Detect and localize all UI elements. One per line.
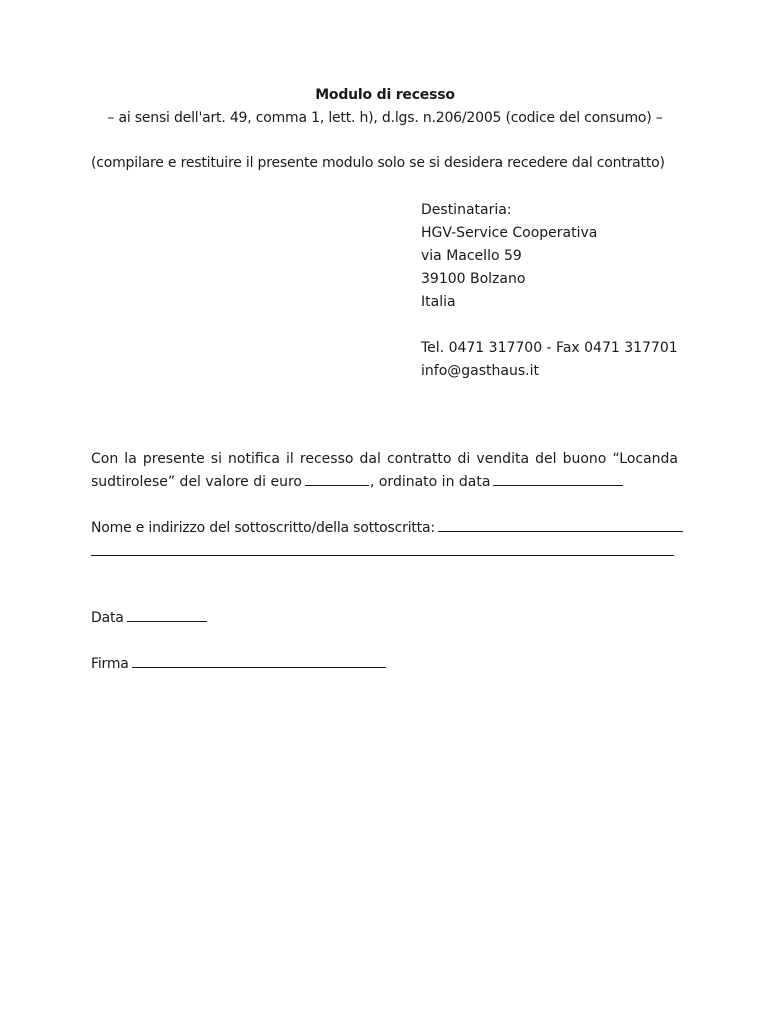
notice-order-date-label: , ordinato in data [369,474,491,490]
name-address-field [91,517,684,538]
signature-blank[interactable] [132,653,386,668]
recipient-street: via Macello 59 [421,248,522,264]
order-date-blank[interactable] [493,471,623,486]
notice-value-label: sudtirolese” del valore di euro [91,474,302,490]
recipient-name: HGV-Service Cooperativa [421,225,598,241]
signature-field [91,653,387,674]
name-address-second-line[interactable] [91,555,674,556]
name-address-label: Nome e indirizzo del sottoscritto/della sottoscritta: [91,520,435,536]
notice-line-1: Con la presente si notifica il recesso dal contratto di vendita del buono “Locanda [91,451,678,467]
recipient-country: Italia [421,294,456,310]
spacer [421,314,678,337]
recipient-city: 39100 Bolzano [421,271,526,287]
recipient-label: Destinataria: [421,202,512,218]
euro-value-blank[interactable] [305,471,369,486]
page-title: Modulo di recesso [315,87,455,103]
signature-label: Firma [91,656,129,672]
name-address-blank[interactable] [438,517,683,532]
recipient-address-block [421,199,678,383]
instruction-text: (compilare e restituire il presente modulo solo se si desidera recedere dal contratto) [91,155,665,171]
withdrawal-notice [91,448,678,494]
date-label: Data [91,610,124,626]
date-blank[interactable] [127,607,207,622]
date-field [91,607,208,628]
recipient-email: info@gasthaus.it [421,363,539,379]
recipient-phone-fax: Tel. 0471 317700 - Fax 0471 317701 [421,340,678,356]
legal-reference-subtitle: – ai sensi dell'art. 49, comma 1, lett. h), d.lgs. n.206/2005 (codice del consumo) – [107,110,663,126]
notice-line-2 [91,471,678,494]
